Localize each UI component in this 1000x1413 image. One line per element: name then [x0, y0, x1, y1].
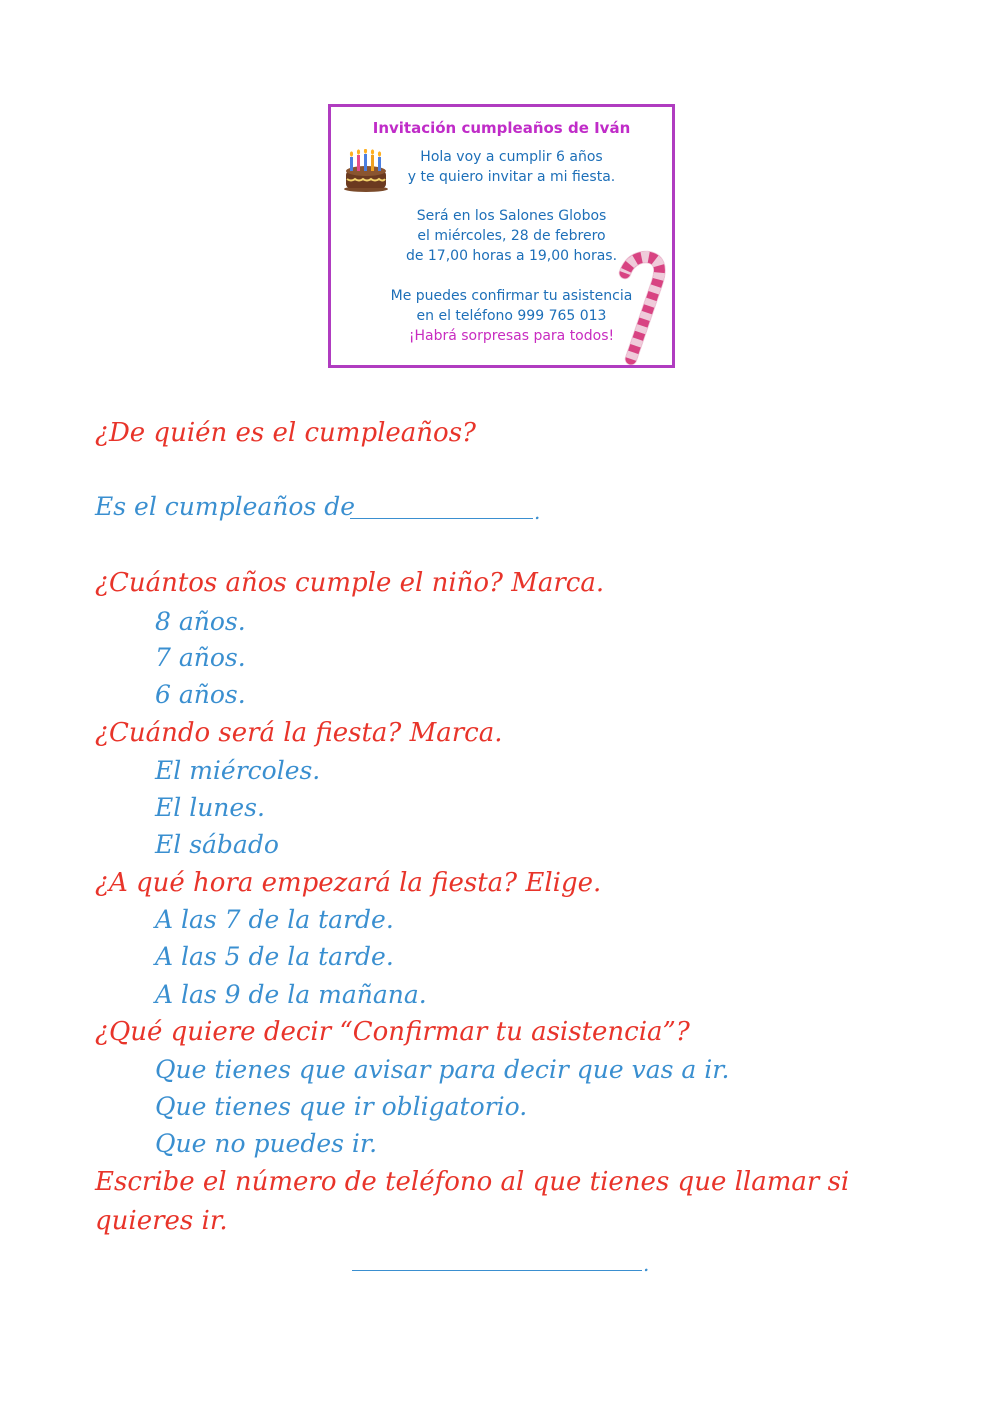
invitation-line: Me puedes confirmar tu asistencia: [390, 288, 633, 304]
option-q4-2[interactable]: A las 5 de la tarde.: [155, 942, 394, 971]
option-q4-1[interactable]: A las 7 de la tarde.: [155, 905, 394, 934]
question-6-line-2: quieres ir.: [95, 1206, 228, 1236]
answer-1-end: .: [534, 500, 541, 524]
question-5: ¿Qué quiere decir “Confirmar tu asistencia”?: [95, 1017, 690, 1047]
invitation-line: y te quiero invitar a mi fiesta.: [407, 169, 616, 185]
invitation-title: Invitación cumpleaños de Iván: [372, 119, 631, 137]
question-6-line-1: Escribe el número de teléfono al que tienes que llamar si: [95, 1167, 850, 1197]
question-1: ¿De quién es el cumpleaños?: [95, 418, 476, 448]
question-2: ¿Cuántos años cumple el niño? Marca.: [95, 568, 605, 598]
candy-cane-icon: [617, 249, 677, 367]
answer-1-prefix: Es el cumpleaños de: [95, 492, 355, 521]
phone-answer-blank[interactable]: [352, 1270, 642, 1271]
invitation-line: ¡Habrá sorpresas para todos!: [408, 328, 615, 344]
invitation-line: de 17,00 horas a 19,00 horas.: [405, 248, 618, 264]
invitation-card: [328, 104, 675, 368]
option-q2-1[interactable]: 8 años.: [155, 607, 246, 636]
option-q3-2[interactable]: El lunes.: [155, 793, 265, 822]
question-4: ¿A qué hora empezará la fiesta? Elige.: [95, 868, 602, 898]
option-q2-2[interactable]: 7 años.: [155, 643, 246, 672]
invitation-line: Hola voy a cumplir 6 años: [420, 149, 603, 165]
option-q4-3[interactable]: A las 9 de la mañana.: [155, 980, 427, 1009]
option-q3-3[interactable]: El sábado: [155, 830, 279, 859]
invitation-line: en el teléfono 999 765 013: [416, 308, 607, 324]
question-3: ¿Cuándo será la fiesta? Marca.: [95, 718, 503, 748]
invitation-line: el miércoles, 28 de febrero: [417, 228, 606, 244]
invitation-line: Será en los Salones Globos: [416, 208, 607, 224]
option-q2-3[interactable]: 6 años.: [155, 680, 246, 709]
option-q5-3[interactable]: Que no puedes ir.: [155, 1129, 378, 1158]
option-q5-2[interactable]: Que tienes que ir obligatorio.: [155, 1092, 528, 1121]
option-q3-1[interactable]: El miércoles.: [155, 756, 321, 785]
answer-6-end: .: [643, 1252, 650, 1276]
option-q5-1[interactable]: Que tienes que avisar para decir que vas a ir.: [155, 1055, 730, 1084]
answer-1-blank[interactable]: [350, 518, 533, 519]
